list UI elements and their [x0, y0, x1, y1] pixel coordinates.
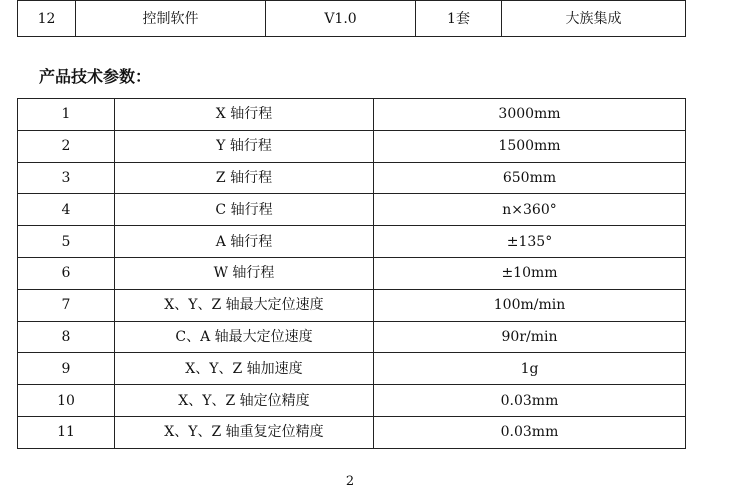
param-value-cell: 3000mm [374, 99, 686, 131]
page-number: 2 [345, 474, 355, 489]
param-number-cell: 1 [18, 99, 115, 131]
parameters-table-body [18, 99, 686, 449]
param-number-cell: 8 [18, 321, 115, 353]
param-number-cell: 6 [18, 257, 115, 289]
table-row [18, 130, 686, 162]
table-row [18, 99, 686, 131]
param-name-cell: W 轴行程 [115, 257, 374, 289]
param-number-cell: 5 [18, 226, 115, 258]
param-name-cell: X、Y、Z 轴定位精度 [115, 385, 374, 417]
param-value-cell: 100m/min [374, 289, 686, 321]
spec-cell: V1.0 [266, 1, 416, 37]
param-value-cell: 1500mm [374, 130, 686, 162]
parameters-table [17, 98, 686, 449]
param-number-cell: 9 [18, 353, 115, 385]
param-number-cell: 10 [18, 385, 115, 417]
param-value-cell: 0.03mm [374, 416, 686, 448]
param-value-cell: n×360° [374, 194, 686, 226]
param-value-cell: 0.03mm [374, 385, 686, 417]
param-value-cell: 650mm [374, 162, 686, 194]
param-number-cell: 2 [18, 130, 115, 162]
quantity-cell: 1套 [416, 1, 502, 37]
param-name-cell: X 轴行程 [115, 99, 374, 131]
param-name-cell: X、Y、Z 轴最大定位速度 [115, 289, 374, 321]
param-name-cell: X、Y、Z 轴加速度 [115, 353, 374, 385]
table-row [18, 257, 686, 289]
param-name-cell: Z 轴行程 [115, 162, 374, 194]
param-name-cell: C、A 轴最大定位速度 [115, 321, 374, 353]
item-name-cell: 控制软件 [76, 1, 266, 37]
brand-cell: 大族集成 [502, 1, 686, 37]
param-name-cell: C 轴行程 [115, 194, 374, 226]
param-number-cell: 7 [18, 289, 115, 321]
param-value-cell: 90r/min [374, 321, 686, 353]
param-value-cell: 1g [374, 353, 686, 385]
param-value-cell: ±10mm [374, 257, 686, 289]
row-number-cell: 12 [18, 1, 76, 37]
param-number-cell: 11 [18, 416, 115, 448]
equipment-list-table [17, 0, 686, 37]
table-row [18, 226, 686, 258]
table-row [18, 385, 686, 417]
param-name-cell: Y 轴行程 [115, 130, 374, 162]
param-name-cell: X、Y、Z 轴重复定位精度 [115, 416, 374, 448]
table-row [18, 321, 686, 353]
table-row [18, 353, 686, 385]
param-number-cell: 4 [18, 194, 115, 226]
param-name-cell: A 轴行程 [115, 226, 374, 258]
param-number-cell: 3 [18, 162, 115, 194]
table-row [18, 194, 686, 226]
table-row [18, 1, 686, 37]
param-value-cell: ±135° [374, 226, 686, 258]
table-row [18, 416, 686, 448]
section-heading: 产品技术参数： [39, 67, 152, 86]
table-row [18, 162, 686, 194]
table-row [18, 289, 686, 321]
